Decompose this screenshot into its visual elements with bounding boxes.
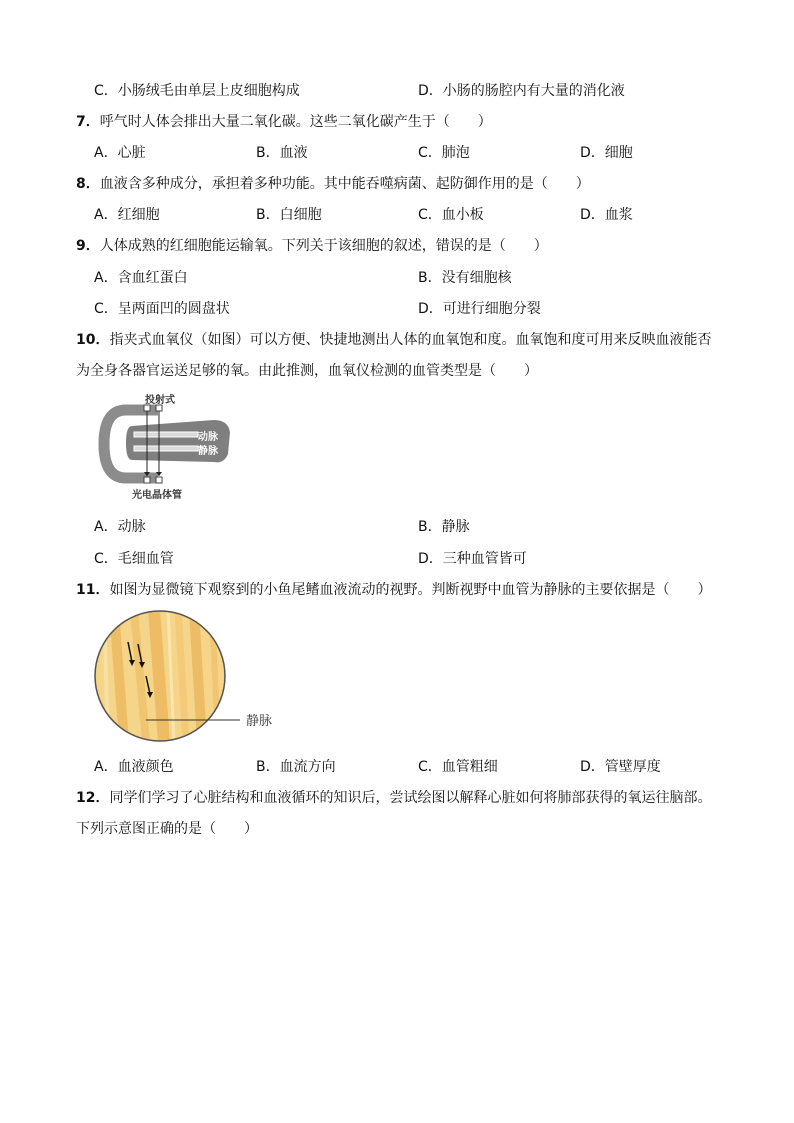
q8-stem: 血液含多种成分，承担着多种功能。其中能吞噬病菌、起防御作用的是（ ） [99,176,590,192]
detector-right [156,477,162,483]
q10-option-a: A．动脉 [94,519,146,535]
vein-vessel [134,446,198,451]
q7-number: 7． [76,114,100,130]
oximeter-diagram [96,392,236,502]
q9-option-b: B．没有细胞核 [418,270,512,286]
oximeter-figure [96,392,236,502]
q8-stem-line [76,174,590,194]
q10-option-b: B．静脉 [418,519,470,535]
microscope-figure [94,610,294,744]
label-vein: 静脉 [198,446,218,457]
q8-option-a: A．红细胞 [94,207,160,223]
q11-stem: 如图为显微镜下观察到的小鱼尾鳍血液流动的视野。判断视野中血管为静脉的主要依据是（ ） [109,582,712,598]
q6-option-d: D．小肠的肠腔内有大量的消化液 [418,83,625,99]
q11-number: 11． [76,582,110,598]
q9-stem-line [76,236,548,256]
q10-stem-line-1 [76,330,711,350]
artery-vessel [134,432,198,437]
q8-number: 8． [76,176,100,192]
detector-left [144,477,150,483]
q12-number: 12． [76,790,110,806]
q11-option-c: C．血管粗细 [418,759,498,775]
q7-stem: 呼气时人体会排出大量二氧化碳。这些二氧化碳产生于（ ） [99,114,492,130]
q9-stem: 人体成熟的红细胞能运输氧。下列关于该细胞的叙述，错误的是（ ） [99,238,548,254]
microscope-field [94,610,294,744]
q10-option-c: C．毛细血管 [94,551,174,567]
q7-option-b: B．血液 [256,145,308,161]
q11-option-a: A．血液颜色 [94,759,174,775]
q12-stem-1: 同学们学习了心脏结构和血液循环的知识后，尝试绘图以解释心脏如何将肺部获得的氧运往脑部。 [109,790,712,806]
q7-option-d: D．细胞 [580,145,633,161]
q11-option-b: B．血流方向 [256,759,336,775]
label-detector: 光电晶体管 [132,490,182,501]
q7-option-a: A．心脏 [94,145,146,161]
q12-stem-line-1 [76,788,711,808]
q9-option-a: A．含血红蛋白 [94,270,188,286]
q10-number: 10． [76,332,110,348]
q6-option-c: C．小肠绒毛由单层上皮细胞构成 [94,83,300,99]
q11-option-d: D．管壁厚度 [580,759,661,775]
q8-option-c: C．血小板 [418,207,484,223]
label-artery: 动脉 [198,432,218,443]
q7-option-c: C．肺泡 [418,145,470,161]
q7-stem-line [76,112,492,132]
q9-option-d: D．可进行细胞分裂 [418,301,541,317]
q11-stem-line [76,580,711,600]
q10-stem-line-2: 为全身各器官运送足够的氧。由此推测，血氧仪检测的血管类型是（ ） [76,363,538,379]
label-emitter: 投射式 [145,395,175,406]
q10-stem-1: 指夹式血氧仪（如图）可以方便、快捷地测出人体的血氧饱和度。血氧饱和度可用来反映血液能否 [109,332,712,348]
q8-option-d: D．血浆 [580,207,633,223]
q10-option-d: D．三种血管皆可 [418,551,527,567]
q9-option-c: C．呈两面凹的圆盘状 [94,301,230,317]
q8-option-b: B．白细胞 [256,207,322,223]
q12-stem-line-2: 下列示意图正确的是（ ） [76,821,258,837]
label-vein: 静脉 [246,714,273,729]
q9-number: 9． [76,238,100,254]
